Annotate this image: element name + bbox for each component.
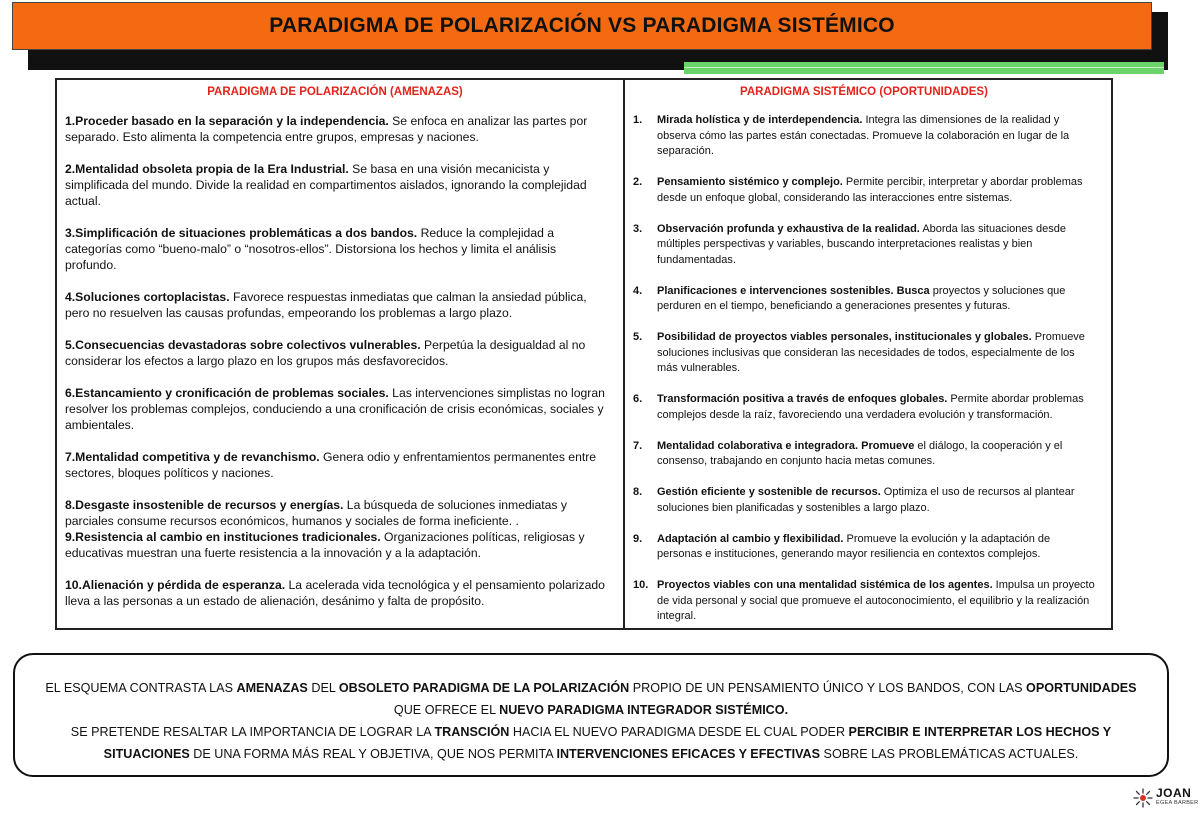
opportunity-title: Mentalidad colaborativa e integradora. Promueve: [657, 439, 915, 452]
opportunity-number: 4.: [633, 284, 643, 297]
threat-item: [65, 385, 605, 433]
threat-title: 7.Mentalidad competitiva y de revanchismo.: [65, 450, 320, 464]
threat-title: 3.Simplificación de situaciones problemáticas a dos bandos.: [65, 226, 418, 240]
opportunity-title: Posibilidad de proyectos viables personales, institucionales y globales.: [657, 331, 1032, 343]
opportunity-number: 3.: [633, 222, 643, 235]
opportunity-text: Permite percibir, interpretar y abordar problemas desde un enfoque global, considerando las interacciones entre sistemas.: [657, 176, 1083, 204]
opportunity-title: Adaptación al cambio y flexibilidad.: [657, 532, 844, 545]
polarization-header: PARADIGMA DE POLARIZACIÓN (AMENAZAS): [207, 86, 463, 98]
threat-title: 8.Desgaste insostenible de recursos y energías.: [65, 498, 344, 512]
threat-item: [65, 225, 605, 273]
opportunity-title: Proyectos viables con una mentalidad sistémica de los agentes.: [657, 579, 993, 591]
threat-item: [65, 337, 605, 369]
opportunity-item: [633, 439, 1095, 470]
threat-text: Favorece respuestas inmediatas que calman la ansiedad pública, pero no resuelven las causas profundas, empeorando los problemas a largo plazo.: [65, 290, 587, 320]
banner-accent-stripe: [684, 62, 1164, 74]
threat-item: [65, 289, 605, 321]
summary-text: QUE OFRECE EL: [393, 703, 500, 717]
threat-text: Perpetúa la desigualdad al no considerar los efectos a largo plazo en los grupos más desfavorecidos.: [65, 338, 586, 368]
opportunity-item: [633, 113, 1095, 160]
opportunity-text: Aborda las situaciones desde múltiples perspectivas y variables, buscando interpretaciones realistas y bien fundamentadas.: [657, 222, 1067, 266]
summary-highlight: AMENAZAS: [236, 681, 308, 695]
threat-item: [65, 449, 605, 481]
summary-highlight: INTERVENCIONES EFICACES Y EFECTIVAS: [556, 747, 821, 761]
opportunity-item: [633, 578, 1095, 625]
opportunity-text: Promueve la evolución y la adaptación de personas e instituciones, generando mayor resiliencia en contextos complejos.: [657, 532, 1051, 560]
threat-item: [65, 161, 605, 209]
opportunity-title: Pensamiento sistémico y complejo.: [657, 176, 843, 188]
opportunity-title: Gestión eficiente y sostenible de recursos.: [657, 486, 881, 498]
opportunity-number: 1.: [633, 114, 643, 126]
summary-text: EL ESQUEMA CONTRASTA LAS: [45, 681, 237, 695]
summary-text: DEL: [307, 681, 339, 695]
opportunity-text: Optimiza el uso de recursos al plantear soluciones bien planificadas y sostenibles a largo plazo.: [657, 486, 1075, 514]
opportunity-item: [633, 222, 1095, 269]
threat-title: 1.Proceder basado en la separación y la independencia.: [65, 114, 389, 128]
threat-title: 4.Soluciones cortoplacistas.: [65, 290, 230, 304]
summary-text: SOBRE LAS PROBLEMÁTICAS ACTUALES.: [820, 747, 1079, 761]
summary-highlight: OPORTUNIDADES: [1026, 681, 1137, 695]
systemic-header: PARADIGMA SISTÉMICO (OPORTUNIDADES): [740, 86, 988, 98]
summary-box: [13, 653, 1169, 777]
summary-highlight: NUEVO PARADIGMA INTEGRADOR SISTÉMICO.: [499, 703, 789, 717]
opportunity-item: [633, 532, 1095, 563]
opportunity-number: 5.: [633, 331, 643, 343]
threat-item: [65, 113, 605, 145]
threat-title: 2.Mentalidad obsoleta propia de la Era Industrial.: [65, 162, 349, 176]
threat-title: 6.Estancamiento y cronificación de problemas sociales.: [65, 386, 389, 400]
threat-text: Se basa en una visión mecanicista y simplificada del mundo. Divide la realidad en compartimentos aislados, ignorando la complejidad actual.: [65, 162, 587, 208]
threat-title: 10.Alienación y pérdida de esperanza.: [65, 578, 286, 592]
threat-title: 5.Consecuencias devastadoras sobre colectivos vulnerables.: [65, 338, 421, 352]
summary-highlight: OBSOLETO PARADIGMA DE LA POLARIZACIÓN: [338, 681, 630, 695]
title-banner: [12, 2, 1152, 50]
page-title: PARADIGMA DE POLARIZACIÓN VS PARADIGMA SISTÉMICO: [269, 14, 895, 37]
opportunity-text: el diálogo, la cooperación y el consenso, trabajando en conjunto hacia metas comunes.: [657, 439, 1063, 467]
opportunity-text: Promueve soluciones inclusivas que consideran las necesidades de todos, especialmente de los más vulnerables.: [657, 331, 1085, 374]
author-logo: [1132, 787, 1198, 809]
comparison-table: [55, 78, 1113, 630]
opportunity-text: proyectos y soluciones que perduren en el tiempo, beneficiando a generaciones presentes y futuras.: [657, 284, 1066, 312]
threat-text: Se enfoca en analizar las partes por separado. Esto alimenta la competencia entre grupos, empresas y naciones.: [65, 114, 588, 144]
threat-item: [65, 577, 605, 609]
summary-highlight: TRANSCIÓN: [434, 725, 510, 739]
summary-text: HACIA EL NUEVO PARADIGMA DESDE EL CUAL PODER: [509, 725, 849, 739]
threat-title: 9.Resistencia al cambio en instituciones tradicionales.: [65, 530, 381, 544]
threat-item: [65, 529, 605, 561]
logo-mark-icon: [1132, 787, 1154, 809]
opportunity-item: [633, 330, 1095, 377]
opportunity-text: Integra las dimensiones de la realidad y observa cómo las partes están conectadas. Promueve la colaboración en lugar de la separación.: [657, 114, 1070, 157]
opportunity-title: Mirada holística y de interdependencia.: [657, 114, 863, 126]
opportunity-item: [633, 175, 1095, 206]
threat-text: La acelerada vida tecnológica y el pensamiento polarizado lleva a las personas a un estado de alienación, desánimo y falta de propósito.: [65, 578, 605, 608]
systemic-column: [625, 80, 1111, 628]
logo-subtitle: EGEA BARBER: [1156, 800, 1199, 806]
logo-name: JOAN: [1156, 786, 1192, 800]
opportunity-number: 10.: [633, 579, 649, 591]
opportunity-title: Planificaciones e intervenciones sostenibles. Busca: [657, 284, 930, 297]
opportunity-number: 9.: [633, 532, 643, 545]
opportunity-number: 2.: [633, 176, 643, 188]
opportunity-number: 8.: [633, 486, 643, 498]
opportunity-title: Transformación positiva a través de enfoques globales.: [657, 393, 948, 405]
opportunity-number: 7.: [633, 439, 643, 452]
summary-text: DE UNA FORMA MÁS REAL Y OBJETIVA, QUE NOS PERMITA: [189, 747, 557, 761]
threat-text: Genera odio y enfrentamientos permanentes entre sectores, bloques políticos y naciones.: [65, 450, 597, 480]
opportunity-item: [633, 284, 1095, 315]
threat-text: La búsqueda de soluciones inmediatas y parciales consume recursos económicos, humanos y sociales de forma ineficiente. .: [65, 498, 567, 528]
summary-text: PROPIO DE UN PENSAMIENTO ÚNICO Y LOS BANDOS, CON LAS: [629, 681, 1027, 695]
summary-highlight: PERCIBIR E INTERPRETAR LOS HECHOS Y SITUACIONES: [103, 725, 1112, 761]
opportunity-text: Permite abordar problemas complejos desde la raíz, favoreciendo una verdadera evolución y transformación.: [657, 393, 1084, 421]
polarization-column: [57, 80, 625, 628]
summary-text: SE PRETENDE RESALTAR LA IMPORTANCIA DE LOGRAR LA: [70, 725, 435, 739]
opportunity-item: [633, 392, 1095, 423]
opportunity-item: [633, 485, 1095, 516]
threat-text: Organizaciones políticas, religiosas y educativas muestran una fuerte resistencia a la innovación y a la adaptación.: [65, 530, 585, 560]
threat-item: [65, 497, 605, 529]
opportunity-number: 6.: [633, 393, 643, 405]
threat-text: Reduce la complejidad a categorías como “bueno-malo” o “nosotros-ellos”. Distorsiona los hechos y limita el análisis profundo.: [65, 226, 557, 272]
opportunity-text: Impulsa un proyecto de vida personal y social que promueve el autoconocimiento, el equilibrio y la realización integral.: [657, 579, 1095, 622]
opportunity-title: Observación profunda y exhaustiva de la realidad.: [657, 222, 920, 235]
threat-text: Las intervenciones simplistas no logran resolver los problemas complejos, conduciendo a una cronificación de crisis económicas, sociales y ambientales.: [65, 386, 605, 432]
